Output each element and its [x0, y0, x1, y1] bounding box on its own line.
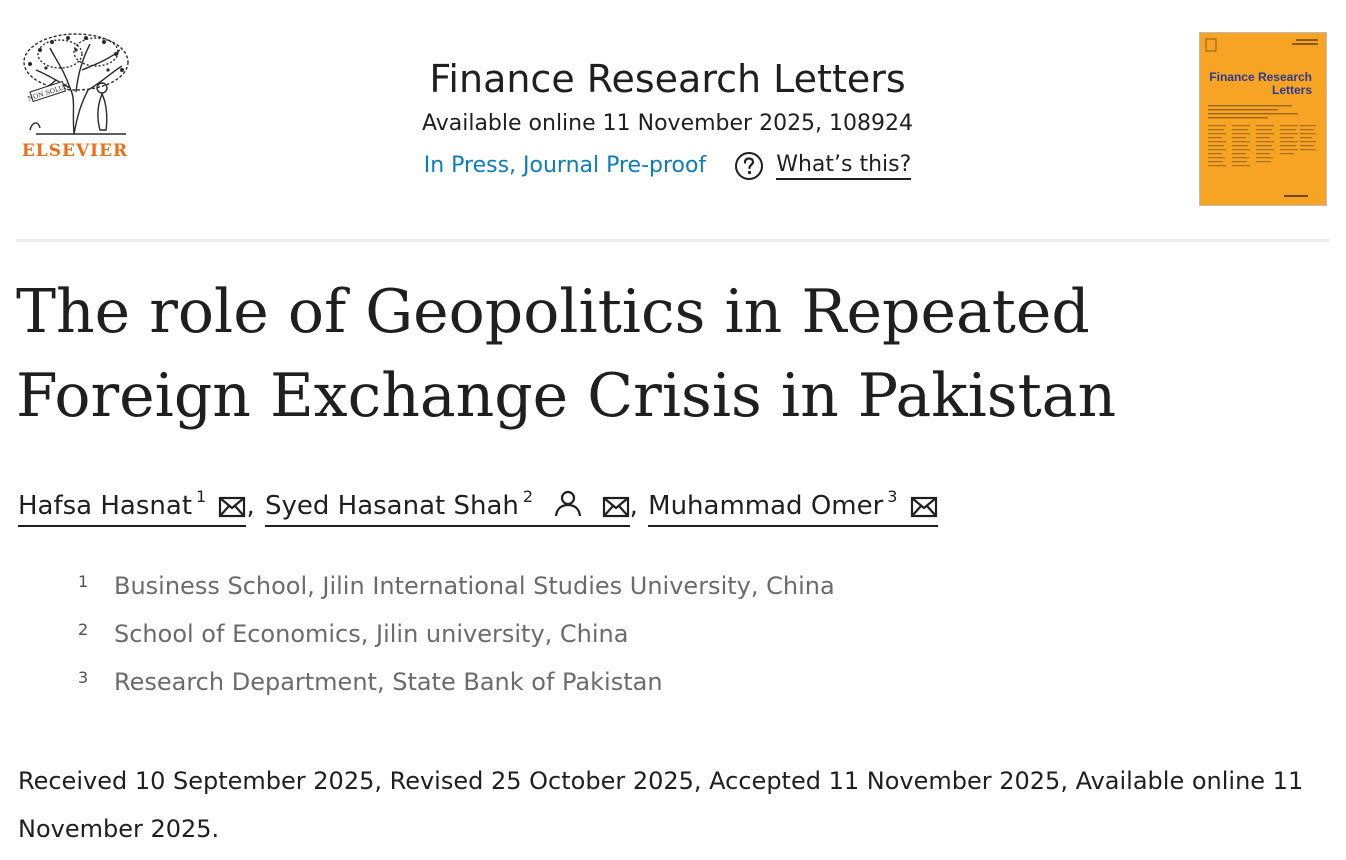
cover-title: [1206, 71, 1312, 97]
journal-header: [300, 52, 1035, 181]
cover-title-line2: Letters: [1271, 83, 1312, 97]
affiliation-text: Research Department, State Bank of Pakistan: [114, 668, 663, 696]
author-list: [18, 478, 938, 527]
article-history-dates: Received 10 September 2025, Revised 25 October 2025, Accepted 11 November 2025, Available online 11 November 2025.: [18, 767, 1304, 843]
affiliation-text: School of Economics, Jilin university, China: [114, 620, 629, 648]
journal-status-row: [300, 151, 1035, 181]
cover-decoration: [1200, 33, 1327, 206]
affiliation-item: [78, 570, 835, 618]
whats-this-button[interactable]: [734, 151, 911, 181]
cover-title-line1: Finance Research: [1209, 70, 1312, 84]
author-hafsa-hasnat[interactable]: [18, 478, 246, 527]
author-separator: ,: [629, 491, 638, 521]
in-press-link[interactable]: In Press, Journal Pre-proof: [423, 153, 707, 178]
affiliation-item: [78, 618, 835, 666]
header-divider: [16, 239, 1329, 242]
author-name: Muhammad Omer: [648, 491, 884, 521]
author-separator: ,: [246, 491, 255, 521]
publisher-name: ELSEVIER: [21, 141, 129, 161]
affiliation-list: [78, 570, 835, 714]
journal-availability: Available online 11 November 2025, 108924: [421, 111, 914, 136]
affiliation-text: Business School, Jilin International Studies University, China: [114, 572, 835, 600]
affiliation-number: 2: [78, 620, 89, 639]
question-mark-icon: [734, 151, 764, 181]
email-icon: [218, 496, 246, 518]
article-title: The role of Geopolitics in Repeated Foreign Exchange Crisis in Pakistan: [16, 277, 1117, 431]
email-icon: [602, 496, 630, 518]
elsevier-tree-icon: [16, 30, 134, 140]
journal-title[interactable]: Finance Research Letters: [429, 57, 906, 101]
person-icon: [553, 490, 583, 518]
affiliation-item: [78, 666, 835, 714]
affiliation-number: 1: [78, 572, 89, 591]
email-icon: [910, 496, 938, 518]
author-muhammad-omer[interactable]: [648, 478, 938, 527]
author-name: Hafsa Hasnat: [18, 491, 193, 521]
author-name: Syed Hasanat Shah: [265, 491, 519, 521]
journal-cover-image[interactable]: [1199, 32, 1327, 206]
author-affiliation-ref: 3: [887, 487, 898, 506]
author-affiliation-ref: 2: [522, 487, 534, 506]
logo-motto: NON SOLUS: [26, 82, 70, 103]
affiliation-number: 3: [78, 668, 89, 687]
whats-this-label: What’s this?: [776, 152, 911, 180]
author-syed-hasanat-shah[interactable]: [265, 478, 630, 527]
author-affiliation-ref: 1: [196, 487, 207, 506]
